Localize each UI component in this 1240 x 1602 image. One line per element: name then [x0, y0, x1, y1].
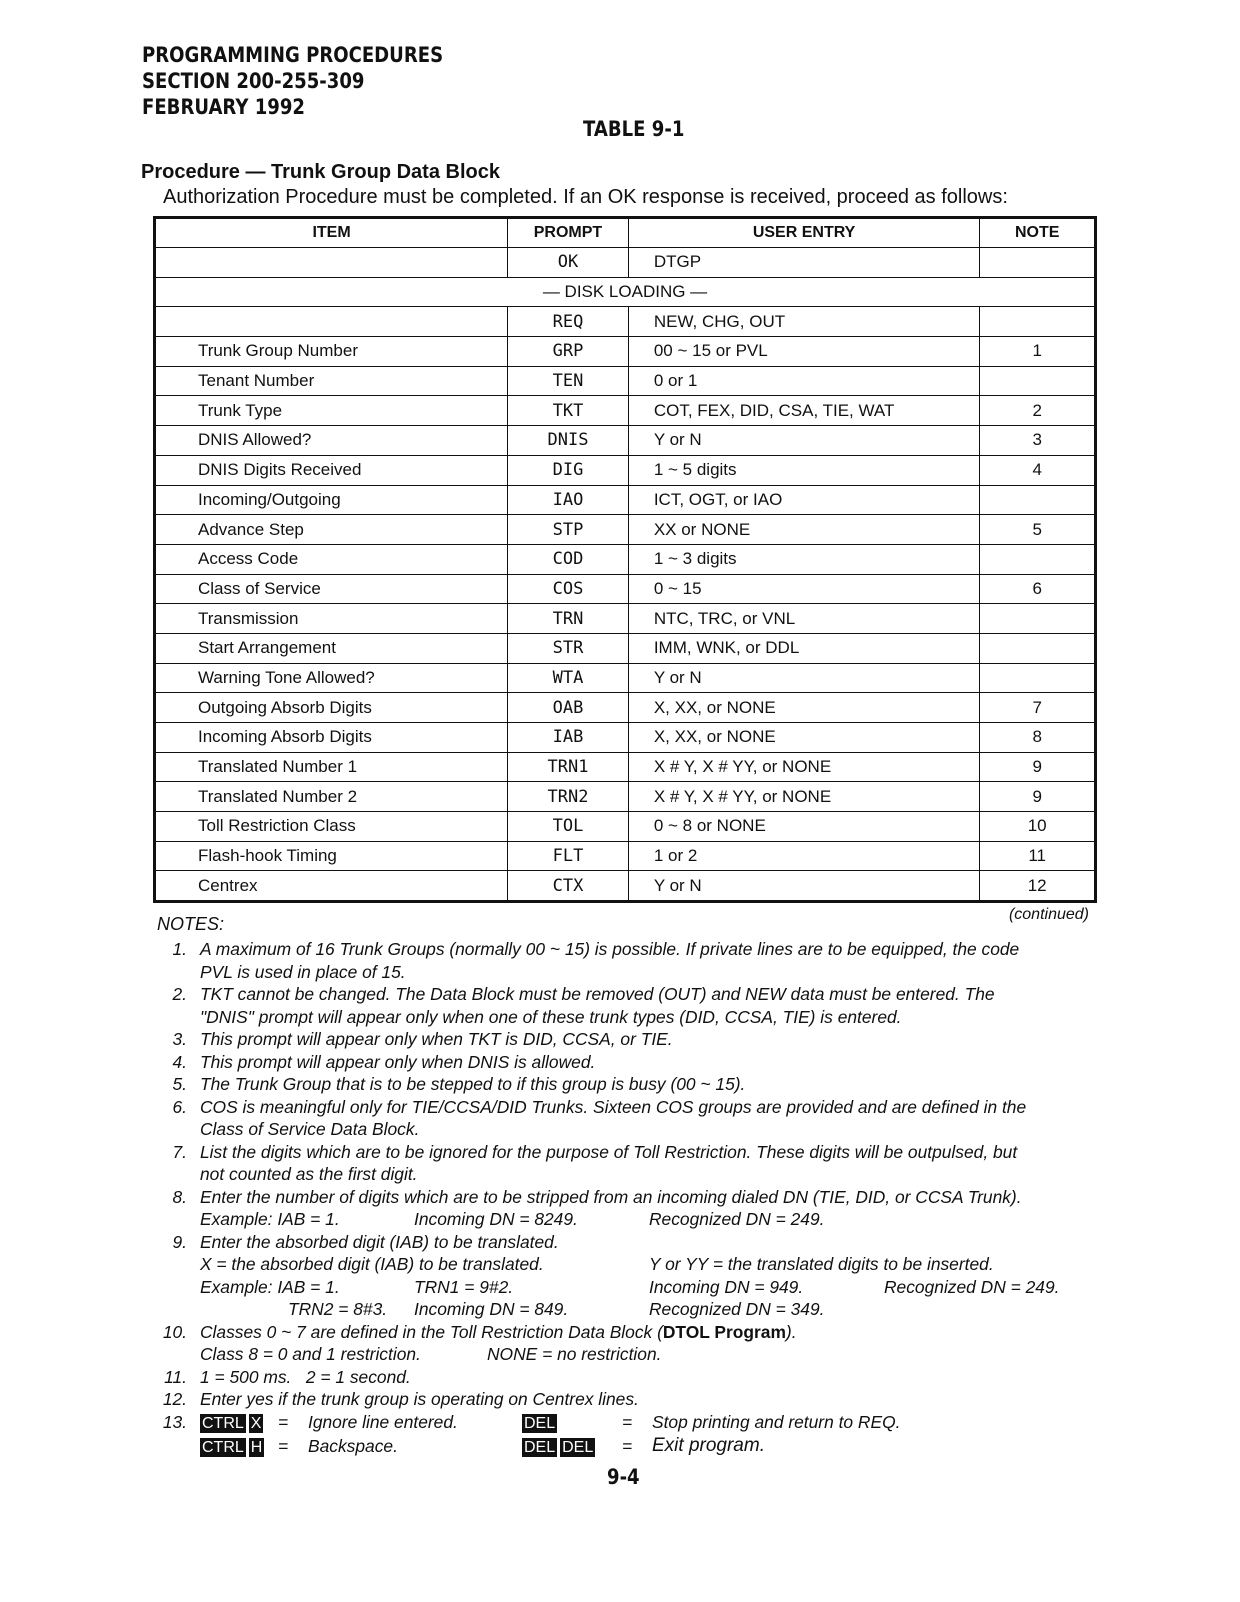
table-row — [155, 337, 1096, 367]
column-header-note: NOTE — [980, 218, 1096, 248]
note-number: 7. — [172, 1141, 187, 1162]
key-legend-row — [200, 1411, 1097, 1434]
entry-cell: NEW, CHG, OUT — [628, 307, 980, 337]
note-12 — [157, 1388, 1097, 1411]
note-text — [200, 1321, 1097, 1344]
item-cell: Trunk Group Number — [155, 337, 508, 367]
note-text: PVL is used in place of 15. — [200, 961, 406, 982]
note-text: Incoming DN = 849. — [414, 1299, 569, 1319]
note-cell — [980, 366, 1096, 396]
note-text: TRN2 = 8#3. — [288, 1299, 388, 1319]
entry-cell: COT, FEX, DID, CSA, TIE, WAT — [628, 396, 980, 426]
entry-cell: 0 or 1 — [628, 366, 980, 396]
item-cell: Class of Service — [155, 574, 508, 604]
note-number: 12. — [162, 1389, 187, 1409]
item-cell: Transmission — [155, 604, 508, 634]
item-cell: Incoming Absorb Digits — [155, 723, 508, 753]
note-cell: 1 — [980, 337, 1096, 367]
prompt-cell: OK — [508, 248, 629, 278]
item-cell: Access Code — [155, 544, 508, 574]
note-number: 1. — [172, 939, 187, 959]
table-row — [155, 663, 1096, 693]
note-cell — [980, 485, 1096, 515]
ctrl-key: CTRL — [202, 1439, 244, 1456]
note-text: NONE = no restriction. — [487, 1344, 662, 1364]
note-text: Class 8 = 0 and 1 restriction. — [200, 1344, 421, 1364]
prompt-cell: TRN1 — [508, 752, 629, 782]
table-row-ok — [155, 248, 1096, 278]
entry-cell: NTC, TRC, or VNL — [628, 604, 980, 634]
prompt-cell: CTX — [508, 871, 629, 902]
note-text: TKT cannot be changed. The Data Block must be removed (OUT) and NEW data must be entered. The — [200, 984, 995, 1004]
equals-sign: = — [278, 1411, 289, 1432]
table-row — [155, 366, 1096, 396]
note-cell: 9 — [980, 782, 1096, 812]
note-text: This prompt will appear only when DNIS is allowed. — [200, 1051, 596, 1072]
entry-cell: X # Y, X # YY, or NONE — [628, 782, 980, 812]
note-text: Example: IAB = 1. — [200, 1276, 340, 1297]
entry-cell: Y or N — [628, 426, 980, 456]
entry-cell: Y or N — [628, 663, 980, 693]
note-cell — [980, 307, 1096, 337]
note-cell: 9 — [980, 752, 1096, 782]
notes-list — [157, 938, 1097, 1458]
note-text: Example: IAB = 1. — [200, 1209, 340, 1229]
table-row — [155, 455, 1096, 485]
table-row — [155, 426, 1096, 456]
prompt-cell: TRN — [508, 604, 629, 634]
note-cell: 11 — [980, 841, 1096, 871]
note-example — [200, 1208, 1097, 1231]
item-cell: Flash-hook Timing — [155, 841, 508, 871]
table-row — [155, 752, 1096, 782]
del-key: DEL — [562, 1439, 594, 1456]
prompt-cell: STR — [508, 633, 629, 663]
note-text: Backspace. — [308, 1436, 398, 1456]
table-row — [155, 812, 1096, 842]
entry-cell: 1 or 2 — [628, 841, 980, 871]
note-text: Exit program. — [652, 1435, 765, 1456]
entry-cell: Y or N — [628, 871, 980, 902]
note-text: COS is meaningful only for TIE/CCSA/DID Trunks. Sixteen COS groups are provided and are defined in the — [200, 1096, 1027, 1117]
table-row — [155, 782, 1096, 812]
item-cell: Advance Step — [155, 515, 508, 545]
note-7 — [157, 1141, 1097, 1186]
note-number: 9. — [172, 1231, 187, 1252]
table-title: TABLE 9-1 — [583, 117, 685, 141]
prompt-cell: STP — [508, 515, 629, 545]
note-8 — [157, 1186, 1097, 1231]
item-cell — [155, 248, 508, 278]
entry-cell: X # Y, X # YY, or NONE — [628, 752, 980, 782]
table-row — [155, 574, 1096, 604]
note-text: Enter the number of digits which are to be stripped from an incoming dialed DN (TIE, DID, or CCSA Trunk). — [200, 1186, 1022, 1207]
note-number: 2. — [172, 984, 187, 1004]
note-cell: 8 — [980, 723, 1096, 753]
column-header-item: ITEM — [155, 218, 508, 248]
procedure-title: Procedure — Trunk Group Data Block — [141, 161, 500, 183]
note-cell: 2 — [980, 396, 1096, 426]
table-row — [155, 841, 1096, 871]
note-number: 11. — [164, 1366, 187, 1387]
note-number: 8. — [172, 1186, 187, 1207]
note-text: Class of Service Data Block. — [200, 1119, 420, 1139]
dtol-program-ref: DTOL Program — [662, 1321, 786, 1342]
note-example — [200, 1276, 1097, 1299]
ctrl-key: CTRL — [202, 1414, 244, 1432]
note-number: 3. — [172, 1029, 187, 1049]
note-10 — [157, 1321, 1097, 1366]
prompt-cell: TKT — [508, 396, 629, 426]
note-11 — [157, 1366, 1097, 1389]
note-text: Ignore line entered. — [308, 1411, 458, 1432]
table-header-row — [155, 218, 1096, 248]
table-row — [155, 485, 1096, 515]
prompt-cell: TEN — [508, 366, 629, 396]
procedure-intro: Authorization Procedure must be completed. If an OK response is received, proceed as follows: — [163, 186, 1008, 208]
note-cell: 4 — [980, 455, 1096, 485]
note-number: 4. — [172, 1051, 187, 1072]
note-cell: 7 — [980, 693, 1096, 723]
note-text: List the digits which are to be ignored for the purpose of Toll Restriction. These digits will be outpulsed, but — [200, 1141, 1018, 1162]
prompt-cell: DIG — [508, 455, 629, 485]
note-text: TRN1 = 9#2. — [414, 1276, 514, 1297]
equals-sign: = — [622, 1411, 633, 1432]
note-5 — [157, 1073, 1097, 1096]
section-label: — DISK LOADING — — [155, 277, 1096, 307]
note-cell: 5 — [980, 515, 1096, 545]
entry-cell: 00 ~ 15 or PVL — [628, 337, 980, 367]
notes-label: NOTES: — [157, 914, 225, 934]
note-text: Incoming DN = 8249. — [414, 1209, 578, 1229]
prompt-cell: WTA — [508, 663, 629, 693]
table-row — [155, 515, 1096, 545]
note-text: The Trunk Group that is to be stepped to if this group is busy (00 ~ 15). — [200, 1074, 746, 1094]
x-key: X — [250, 1414, 262, 1432]
note-cell: 10 — [980, 812, 1096, 842]
document-header — [142, 42, 443, 120]
note-number: 10. — [162, 1321, 187, 1342]
h-key: H — [250, 1439, 263, 1456]
note-text: Stop printing and return to REQ. — [652, 1411, 901, 1432]
item-cell — [155, 307, 508, 337]
note-text: This prompt will appear only when TKT is DID, CCSA, or TIE. — [200, 1029, 673, 1049]
item-cell: DNIS Allowed? — [155, 426, 508, 456]
note-1 — [157, 938, 1097, 983]
note-text: Enter yes if the trunk group is operating on Centrex lines. — [200, 1389, 639, 1409]
note-text: Classes 0 ~ 7 are defined in the Toll Restriction Data Block ( — [200, 1321, 663, 1342]
note-text: Incoming DN = 949. — [649, 1276, 804, 1297]
equals-sign: = — [622, 1436, 633, 1456]
table-row — [155, 544, 1096, 574]
note-text: X = the absorbed digit (IAB) to be translated. — [200, 1254, 544, 1274]
note-text: "DNIS" prompt will appear only when one of these trunk types (DID, CCSA, TIE) is entered. — [200, 1006, 902, 1027]
note-example — [200, 1298, 1097, 1321]
entry-cell: X, XX, or NONE — [628, 693, 980, 723]
note-text: A maximum of 16 Trunk Groups (normally 00 ~ 15) is possible. If private lines are to be equipped, the code — [200, 939, 1020, 959]
note-text: Y or YY = the translated digits to be inserted. — [649, 1254, 994, 1274]
item-cell: Tenant Number — [155, 366, 508, 396]
note-text: 1 = 500 ms. 2 = 1 second. — [200, 1366, 411, 1387]
table-section-row — [155, 277, 1096, 307]
entry-cell: 0 ~ 8 or NONE — [628, 812, 980, 842]
item-cell: Translated Number 2 — [155, 782, 508, 812]
entry-cell: 0 ~ 15 — [628, 574, 980, 604]
prompt-cell: FLT — [508, 841, 629, 871]
note-cell — [980, 663, 1096, 693]
prompt-cell: REQ — [508, 307, 629, 337]
entry-cell: XX or NONE — [628, 515, 980, 545]
prompt-cell: GRP — [508, 337, 629, 367]
column-header-prompt: PROMPT — [508, 218, 629, 248]
note-text: ). — [785, 1321, 797, 1342]
del-key: DEL — [524, 1439, 556, 1456]
table-row — [155, 693, 1096, 723]
item-cell: Trunk Type — [155, 396, 508, 426]
item-cell: Start Arrangement — [155, 633, 508, 663]
item-cell: Warning Tone Allowed? — [155, 663, 508, 693]
key-legend-row — [200, 1435, 1097, 1458]
note-6 — [157, 1096, 1097, 1141]
note-cell: 6 — [980, 574, 1096, 604]
item-cell: Outgoing Absorb Digits — [155, 693, 508, 723]
note-4 — [157, 1051, 1097, 1074]
page-number: 9-4 — [607, 1465, 640, 1489]
note-3 — [157, 1028, 1097, 1051]
header-line-2: SECTION 200-255-309 — [142, 69, 365, 93]
entry-cell: IMM, WNK, or DDL — [628, 633, 980, 663]
note-9 — [157, 1231, 1097, 1321]
entry-cell: 1 ~ 5 digits — [628, 455, 980, 485]
table-row — [155, 871, 1096, 902]
note-cell — [980, 248, 1096, 278]
prompt-cell: COD — [508, 544, 629, 574]
note-13 — [157, 1411, 1097, 1458]
item-cell: Incoming/Outgoing — [155, 485, 508, 515]
table-row — [155, 307, 1096, 337]
header-line-3: FEBRUARY 1992 — [142, 95, 305, 119]
note-definition — [200, 1253, 1097, 1276]
item-cell: DNIS Digits Received — [155, 455, 508, 485]
table-row — [155, 396, 1096, 426]
entry-cell: DTGP — [628, 248, 980, 278]
del-key: DEL — [524, 1414, 556, 1432]
table-row — [155, 604, 1096, 634]
entry-cell: 1 ~ 3 digits — [628, 544, 980, 574]
column-header-user-entry: USER ENTRY — [628, 218, 980, 248]
entry-cell: ICT, OGT, or IAO — [628, 485, 980, 515]
note-text: not counted as the first digit. — [200, 1164, 418, 1184]
note-number: 13. — [162, 1411, 187, 1432]
note-cell — [980, 633, 1096, 663]
prompt-cell: DNIS — [508, 426, 629, 456]
equals-sign: = — [278, 1436, 289, 1456]
note-text: Enter the absorbed digit (IAB) to be translated. — [200, 1231, 559, 1252]
continued-label: (continued) — [1008, 906, 1089, 923]
note-cell — [980, 604, 1096, 634]
prompt-cell: COS — [508, 574, 629, 604]
note-text: Recognized DN = 349. — [649, 1299, 825, 1319]
note-cell: 12 — [980, 871, 1096, 902]
header-line-1: PROGRAMMING PROCEDURES — [142, 43, 444, 67]
item-cell: Translated Number 1 — [155, 752, 508, 782]
note-text: Recognized DN = 249. — [884, 1276, 1060, 1297]
prompt-cell: TOL — [508, 812, 629, 842]
item-cell: Centrex — [155, 871, 508, 902]
note-number: 5. — [172, 1074, 187, 1094]
prompt-cell: TRN2 — [508, 782, 629, 812]
table-row — [155, 723, 1096, 753]
table-row — [155, 633, 1096, 663]
note-cell: 3 — [980, 426, 1096, 456]
prompt-cell: IAB — [508, 723, 629, 753]
item-cell: Toll Restriction Class — [155, 812, 508, 842]
note-cell — [980, 544, 1096, 574]
note-definition — [200, 1343, 1097, 1366]
entry-cell: X, XX, or NONE — [628, 723, 980, 753]
prompt-cell: IAO — [508, 485, 629, 515]
note-number: 6. — [172, 1096, 187, 1117]
prompt-cell: OAB — [508, 693, 629, 723]
trunk-group-table — [153, 216, 1097, 903]
note-2 — [157, 983, 1097, 1028]
note-text: Recognized DN = 249. — [649, 1209, 825, 1229]
